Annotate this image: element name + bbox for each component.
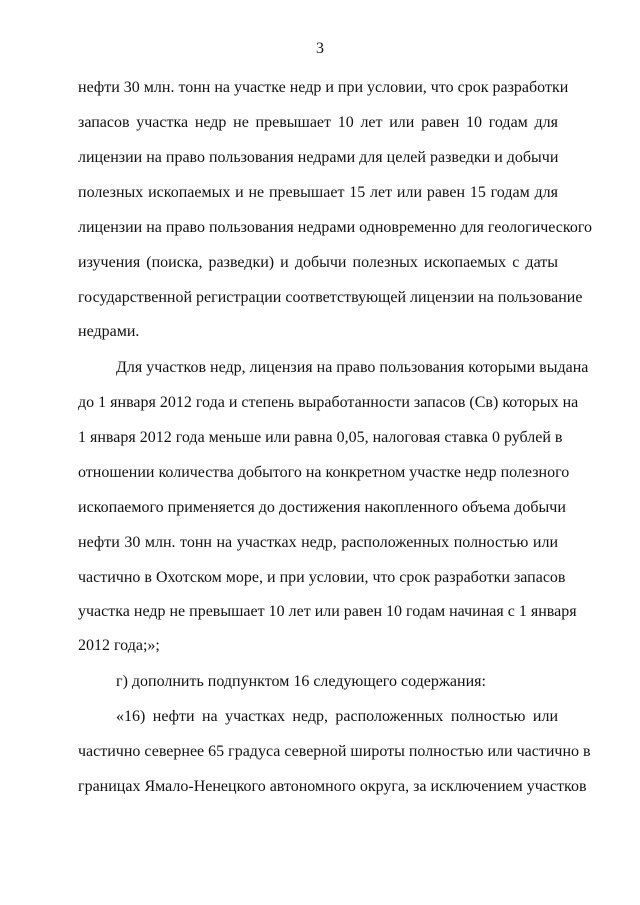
text-line: г) дополнить подпунктом 16 следующего содержания: — [116, 673, 486, 690]
text-line: нефти 30 млн. тонн на участках недр, расположенных полностью или — [78, 534, 558, 551]
text-line: изучения (поиска, разведки) и добычи полезных ископаемых с даты — [78, 254, 558, 271]
text-line: частично севернее 65 градуса северной широты полностью или частично в — [78, 743, 591, 760]
text-line: лицензии на право пользования недрами для целей разведки и добычи — [78, 149, 559, 166]
text-line: «16) нефти на участках недр, расположенных полностью или — [116, 708, 558, 725]
text-line: ископаемого применяется до достижения накопленного объема добычи — [78, 499, 566, 516]
text-line: недрами. — [78, 323, 140, 340]
text-line: 1 января 2012 года меньше или равна 0,05, налоговая ставка 0 рублей в — [78, 429, 563, 446]
text-line: полезных ископаемых и не превышает 15 лет или равен 15 годам для — [78, 184, 558, 201]
text-line: частично в Охотском море, и при условии, что срок разработки запасов — [78, 569, 566, 586]
text-line: запасов участка недр не превышает 10 лет или равен 10 годам для — [78, 114, 558, 131]
text-line: отношении количества добытого на конкретном участке недр полезного — [78, 464, 570, 481]
page-number: 3 — [316, 40, 324, 57]
text-line: Для участков недр, лицензия на право пользования которыми выдана — [116, 359, 589, 376]
text-line: лицензии на право пользования недрами одновременно для геологического — [78, 219, 593, 236]
text-line: участка недр не превышает 10 лет или равен 10 годам начиная с 1 января — [78, 603, 577, 620]
text-line: 2012 года;»; — [78, 637, 160, 654]
text-line: государственной регистрации соответствующей лицензии на пользование — [78, 289, 583, 306]
text-line: до 1 января 2012 года и степень выработанности запасов (Св) которых на — [78, 394, 579, 411]
text-line: нефти 30 млн. тонн на участке недр и при условии, что срок разработки — [78, 79, 569, 96]
text-line: границах Ямало-Ненецкого автономного округа, за исключением участков — [78, 778, 587, 795]
